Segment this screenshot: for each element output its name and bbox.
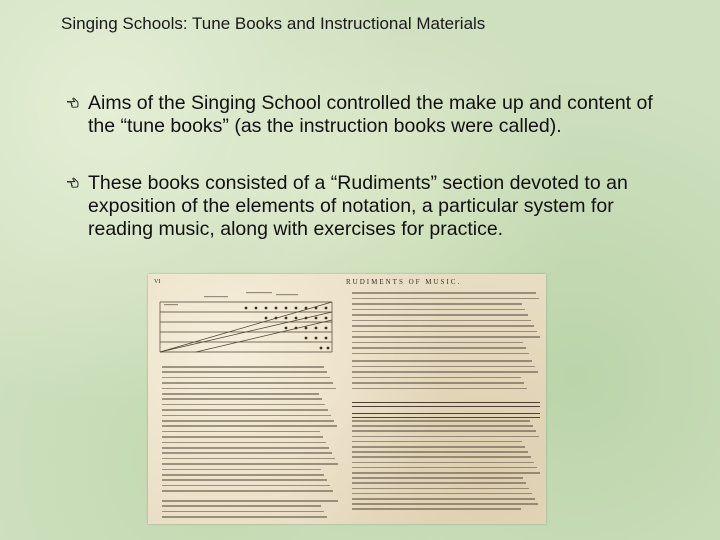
slide-title: Singing Schools: Tune Books and Instructional Materials bbox=[61, 14, 486, 33]
note-values-diagram bbox=[156, 290, 336, 360]
print-line bbox=[162, 516, 327, 518]
music-staff bbox=[352, 406, 540, 414]
print-line bbox=[162, 425, 337, 427]
print-line bbox=[352, 303, 522, 305]
bullet-item bbox=[67, 172, 667, 241]
print-line bbox=[162, 474, 324, 476]
print-line bbox=[352, 441, 522, 443]
print-line bbox=[352, 462, 534, 464]
print-line bbox=[162, 431, 320, 433]
print-line bbox=[352, 360, 532, 362]
print-line bbox=[162, 366, 324, 368]
print-line bbox=[352, 420, 530, 422]
page-number: VI bbox=[154, 279, 161, 285]
print-line bbox=[162, 436, 323, 438]
print-line bbox=[352, 320, 531, 322]
print-line bbox=[162, 420, 334, 422]
print-line bbox=[162, 511, 324, 513]
print-line bbox=[162, 377, 330, 379]
print-line bbox=[352, 451, 528, 453]
print-line bbox=[352, 298, 539, 300]
hand-pointing-icon bbox=[67, 94, 84, 111]
print-line bbox=[162, 469, 321, 471]
print-line bbox=[352, 377, 521, 379]
print-line bbox=[162, 490, 333, 492]
print-line bbox=[352, 371, 538, 373]
print-line bbox=[352, 503, 538, 505]
print-line bbox=[162, 458, 335, 460]
running-head: RUDIMENTS OF MUSIC. bbox=[346, 278, 462, 286]
print-line bbox=[352, 488, 529, 490]
print-line bbox=[162, 463, 338, 465]
print-line bbox=[352, 309, 525, 311]
print-line bbox=[162, 442, 326, 444]
print-line bbox=[162, 382, 333, 384]
bullet-text: Aims of the Singing School controlled the make up and content of the “tune books” (as the instruction books were called). bbox=[88, 92, 653, 137]
print-line bbox=[162, 415, 331, 417]
print-line bbox=[162, 485, 330, 487]
print-line bbox=[352, 456, 531, 458]
print-line bbox=[162, 388, 336, 390]
print-line bbox=[352, 436, 539, 438]
print-line bbox=[162, 479, 327, 481]
print-line bbox=[352, 331, 537, 333]
print-line bbox=[352, 325, 534, 327]
print-line bbox=[352, 498, 535, 500]
print-line bbox=[352, 347, 526, 349]
print-line bbox=[352, 366, 535, 368]
print-line bbox=[352, 425, 533, 427]
print-line bbox=[352, 482, 526, 484]
bullet-text: These books consisted of a “Rudiments” section devoted to an exposition of the elements of notation, a particular system for reading music, along with exercises for practice. bbox=[88, 172, 628, 240]
print-line bbox=[162, 404, 325, 406]
print-line bbox=[162, 371, 327, 373]
print-line bbox=[352, 472, 540, 474]
print-line bbox=[162, 447, 329, 449]
print-line bbox=[352, 467, 537, 469]
print-line bbox=[352, 446, 525, 448]
print-line bbox=[352, 508, 521, 510]
print-line bbox=[162, 398, 322, 400]
print-line bbox=[162, 409, 328, 411]
print-line bbox=[352, 342, 523, 344]
print-line bbox=[162, 500, 338, 502]
print-line bbox=[352, 493, 532, 495]
print-line bbox=[352, 382, 524, 384]
tune-book-page-image bbox=[148, 274, 546, 524]
print-line bbox=[352, 292, 536, 294]
print-line bbox=[352, 477, 523, 479]
print-line bbox=[352, 430, 536, 432]
print-line bbox=[352, 353, 529, 355]
print-line bbox=[162, 452, 332, 454]
print-line bbox=[352, 388, 527, 390]
print-line bbox=[352, 336, 540, 338]
hand-pointing-icon bbox=[67, 174, 84, 191]
print-line bbox=[162, 393, 319, 395]
print-line bbox=[162, 505, 321, 507]
print-line bbox=[352, 314, 528, 316]
bullet-item bbox=[67, 92, 667, 138]
